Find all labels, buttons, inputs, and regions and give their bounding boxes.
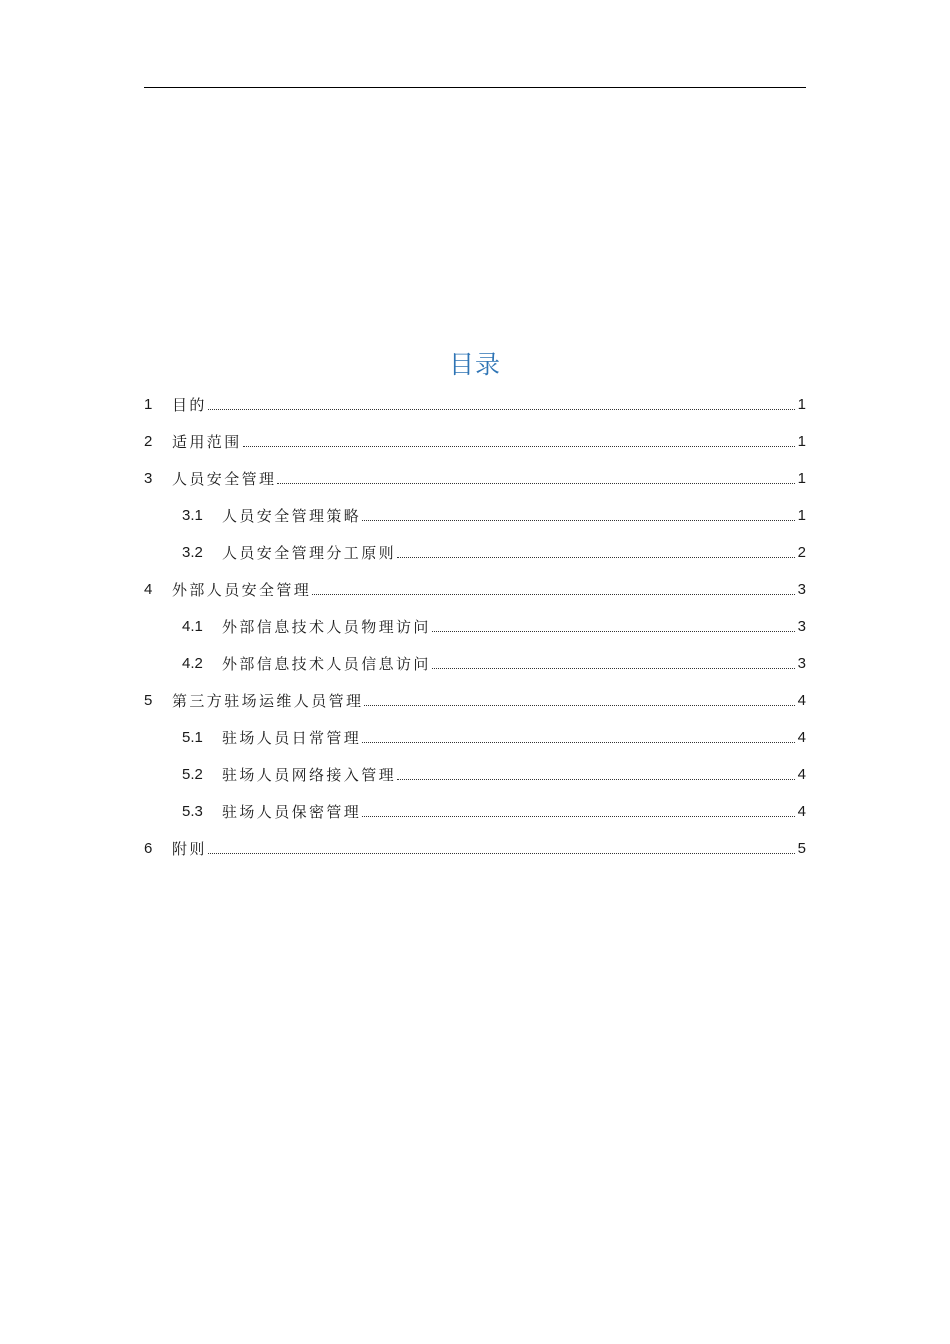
toc-entry[interactable] — [144, 682, 806, 719]
toc-entry-page: 2 — [797, 544, 806, 561]
toc-entry-title: 人员安全管理分工原则 — [222, 544, 397, 562]
toc-dot-leader — [397, 557, 795, 558]
header-rule — [144, 87, 806, 88]
toc-entry-number: 1 — [144, 396, 153, 413]
toc-entry-title: 外部信息技术人员物理访问 — [222, 618, 431, 636]
toc-entry-title: 外部信息技术人员信息访问 — [222, 655, 431, 673]
toc-dot-leader — [243, 446, 795, 447]
toc-entry-title: 目的 — [172, 396, 207, 414]
toc-entry-title: 人员安全管理策略 — [222, 507, 362, 525]
toc-entry-title: 驻场人员日常管理 — [222, 729, 362, 747]
toc-entry-title: 第三方驻场运维人员管理 — [172, 692, 364, 710]
toc-entry-number: 3.2 — [182, 544, 203, 561]
toc-entry-page: 1 — [797, 396, 806, 413]
toc-entry-number: 3 — [144, 470, 153, 487]
toc-entry-title: 驻场人员网络接入管理 — [222, 766, 397, 784]
toc-entry[interactable] — [144, 719, 806, 756]
toc-entry-page: 3 — [797, 581, 806, 598]
toc-entry-page: 3 — [797, 655, 806, 672]
toc-entry[interactable] — [144, 645, 806, 682]
toc-entry-title: 外部人员安全管理 — [172, 581, 312, 599]
toc-entry-title: 驻场人员保密管理 — [222, 803, 362, 821]
toc-entry-title: 人员安全管理 — [172, 470, 277, 488]
toc-entry[interactable] — [144, 423, 806, 460]
toc-dot-leader — [362, 742, 794, 743]
toc-entry-number: 5 — [144, 692, 153, 709]
table-of-contents — [144, 386, 806, 867]
toc-entry-number: 4.2 — [182, 655, 203, 672]
toc-entry[interactable] — [144, 830, 806, 867]
toc-entry-number: 5.3 — [182, 803, 203, 820]
toc-entry-page: 3 — [797, 618, 806, 635]
toc-title: 目录 — [448, 350, 501, 379]
toc-dot-leader — [362, 816, 794, 817]
toc-dot-leader — [208, 409, 795, 410]
toc-entry-number: 5.1 — [182, 729, 203, 746]
toc-entry-number: 6 — [144, 840, 153, 857]
toc-dot-leader — [432, 631, 795, 632]
toc-entry-title: 附则 — [172, 840, 207, 858]
toc-entry-page: 4 — [797, 692, 806, 709]
toc-entry-page: 1 — [797, 507, 806, 524]
toc-entry-number: 5.2 — [182, 766, 203, 783]
toc-entry-number: 2 — [144, 433, 153, 450]
toc-entry-number: 4 — [144, 581, 153, 598]
toc-entry[interactable] — [144, 386, 806, 423]
toc-entry-page: 4 — [797, 766, 806, 783]
toc-entry-page: 1 — [797, 433, 806, 450]
toc-entry[interactable] — [144, 756, 806, 793]
toc-entry-number: 4.1 — [182, 618, 203, 635]
toc-dot-leader — [432, 668, 795, 669]
toc-dot-leader — [364, 705, 794, 706]
toc-entry[interactable] — [144, 793, 806, 830]
toc-entry[interactable] — [144, 534, 806, 571]
toc-entry-number: 3.1 — [182, 507, 203, 524]
toc-entry[interactable] — [144, 608, 806, 645]
toc-dot-leader — [277, 483, 794, 484]
toc-entry-page: 1 — [797, 470, 806, 487]
toc-dot-leader — [312, 594, 794, 595]
toc-dot-leader — [208, 853, 795, 854]
toc-entry[interactable] — [144, 497, 806, 534]
toc-entry[interactable] — [144, 571, 806, 608]
toc-entry-title: 适用范围 — [172, 433, 242, 451]
toc-entry[interactable] — [144, 460, 806, 497]
toc-entry-page: 4 — [797, 729, 806, 746]
toc-dot-leader — [362, 520, 794, 521]
toc-entry-page: 5 — [797, 840, 806, 857]
toc-dot-leader — [397, 779, 795, 780]
toc-entry-page: 4 — [797, 803, 806, 820]
